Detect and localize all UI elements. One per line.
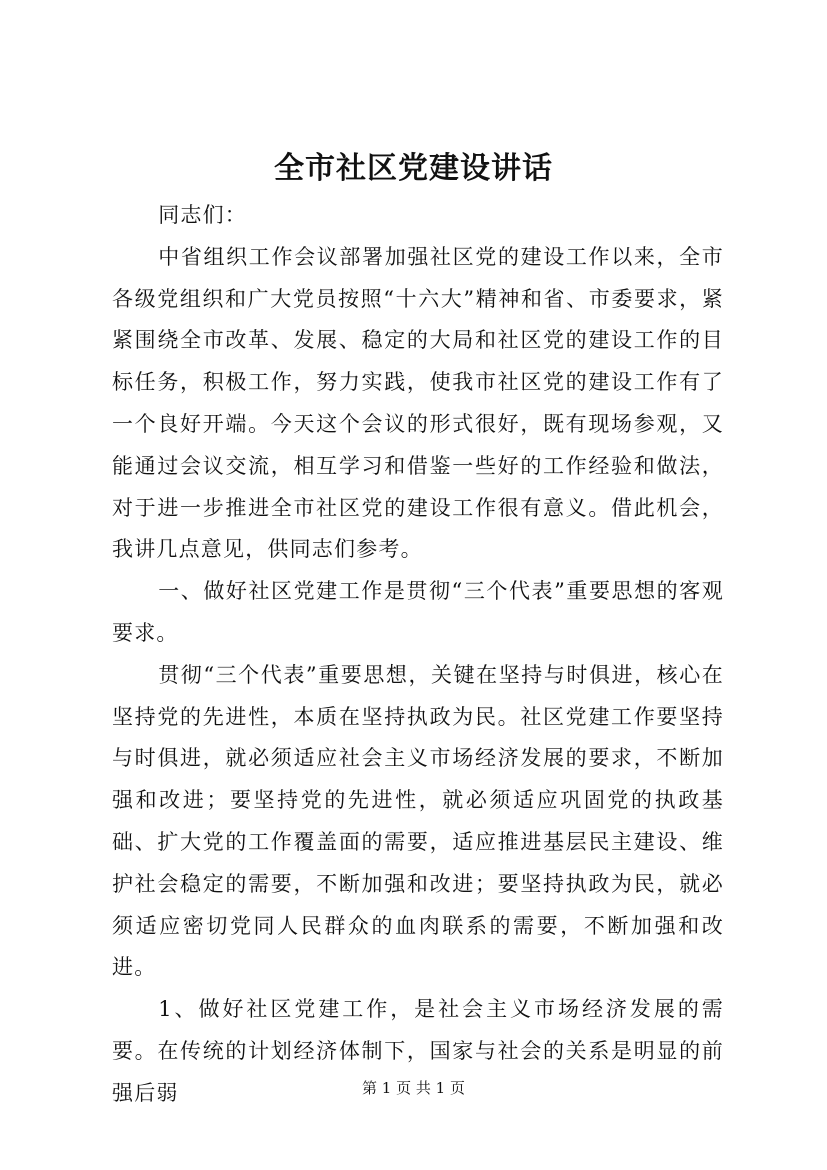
document-title: 全市社区党建设讲话 — [274, 151, 553, 186]
paragraph-intro: 中省组织工作会议部署加强社区党的建设工作以来，全市各级党组织和广大党员按照“十六大”精神和省、市委要求，紧紧围绕全市改革、发展、稳定的大局和社区党的建设工作的目标任务，积极工作，努力实践，使我市社区党的建设工作有了一个良好开端。今天这个会议的形式很好，既有现场参观，又能通过会议交流，相互学习和借鉴一些好的工作经验和做法，对于进一步推进全市社区党的建设工作很有意义。借此机会，我讲几点意见，供同志们参考。 — [112, 244, 724, 562]
greeting: 同志们： — [158, 203, 247, 227]
paragraph-section-heading: 一、做好社区党建工作是贯彻“三个代表”重要思想的客观要求。 — [112, 579, 724, 645]
page-footer: 第 1 页 共 1 页 — [362, 1079, 465, 1097]
paragraph-three-represents: 贯彻“三个代表”重要思想，关键在坚持与时俱进，核心在坚持党的先进性，本质在坚持执政为民。社区党建工作要坚持与时俱进，就必须适应社会主义市场经济发展的要求，不断加强和改进；要坚持党的先进性，就必须适应巩固党的执政基础、扩大党的工作覆盖面的需要，适应推进基层民主建设、维护社会稳定的需要，不断加强和改进；要坚持执政为民，就必须适应密切党同人民群众的血肉联系的需要，不断加强和改进。 — [112, 662, 724, 980]
paragraph-point-one: 1、做好社区党建工作，是社会主义市场经济发展的需要。在传统的计划经济体制下，国家与社会的关系是明显的前强后弱 — [112, 997, 724, 1105]
document-body — [112, 195, 724, 1115]
